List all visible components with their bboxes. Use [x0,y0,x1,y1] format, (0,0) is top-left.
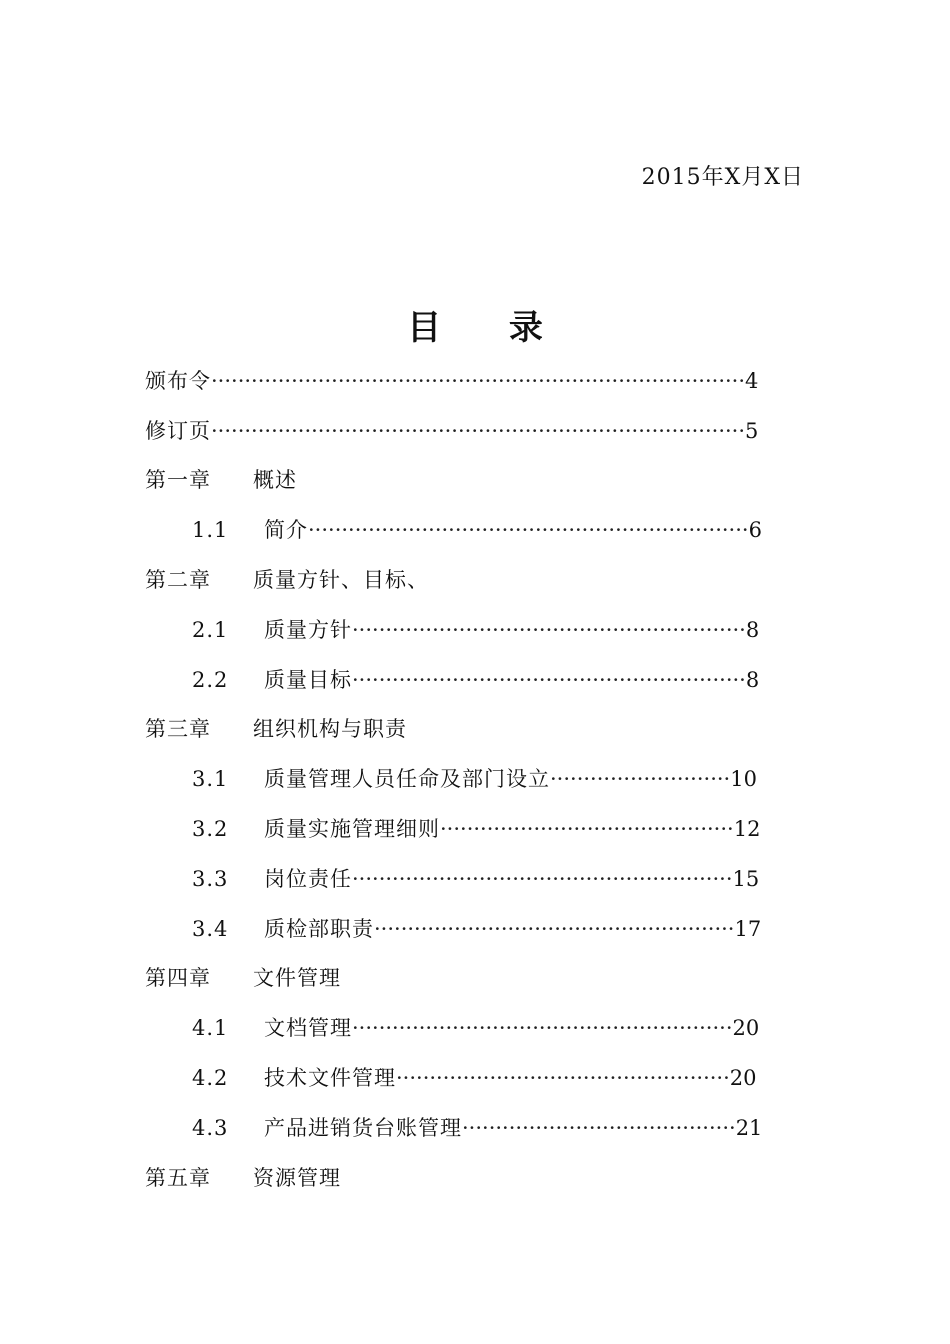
toc-page-number: 5 [745,418,759,443]
toc-section-number: 3.2 [192,817,229,842]
toc-chapter[interactable] [145,555,765,605]
toc-section-number: 3.4 [192,916,229,941]
toc-section[interactable] [145,1103,765,1153]
toc-title: 目 录 [407,308,571,348]
toc-section[interactable] [145,904,765,954]
toc-section[interactable] [145,505,765,555]
toc-page-number: 20 [732,1016,760,1041]
toc-leader-dots: ··························································· [352,617,746,642]
toc-leader-dots: ························································· [352,866,733,891]
toc-chapter-number: 第五章 [145,1165,211,1190]
toc-entry-label: 修订页 [145,418,211,443]
toc-section[interactable] [145,754,765,804]
toc-section-title: 质量方针 [264,617,352,642]
toc-leader-dots: ························································· [352,1016,733,1041]
toc-chapter-number: 第一章 [145,468,211,493]
toc-section-number: 2.2 [192,667,229,692]
toc-page-number: 8 [745,617,760,642]
toc-chapter[interactable] [145,456,765,506]
toc-section[interactable] [145,605,765,655]
toc-entry-label: 颁布令 [145,368,211,393]
toc-page-number: 10 [730,767,757,792]
toc-leader-dots: ················································································ [211,368,746,393]
document-date: 2015年X月X日 [641,165,804,190]
toc-section-title: 技术文件管理 [264,1066,396,1091]
toc-section-number: 4.2 [192,1066,229,1091]
toc-section[interactable] [145,1053,765,1103]
toc-leader-dots: ········································· [462,1115,736,1140]
toc-section[interactable] [145,854,765,904]
toc-section-number: 3.1 [192,767,229,792]
toc-page-number: 17 [734,916,762,941]
toc-section[interactable] [145,1003,765,1053]
toc-section-title: 产品进销货台账管理 [264,1115,462,1140]
toc-chapter-number: 第二章 [145,568,211,593]
toc-section-title: 质量实施管理细则 [264,817,440,842]
toc-chapter-title: 组织机构与职责 [253,717,407,742]
toc-chapter-number: 第四章 [145,966,211,991]
toc-leader-dots: ·································································· [308,518,749,543]
toc-leader-dots: ··························································· [352,667,746,692]
toc-section-title: 质检部职责 [264,916,374,941]
toc-leader-dots: ··························· [550,767,731,792]
toc-section-title: 文档管理 [264,1016,352,1041]
toc-entry[interactable] [145,406,765,456]
toc-section-number: 2.1 [192,617,229,642]
toc-page-number: 15 [732,866,760,891]
toc-chapter[interactable] [145,705,765,755]
table-of-contents [145,356,765,1203]
toc-section-number: 4.1 [192,1016,229,1041]
toc-page-number: 12 [733,817,761,842]
toc-leader-dots: ················································································ [211,418,746,443]
toc-page-number: 4 [745,368,759,393]
toc-section-number: 1.1 [192,518,229,543]
toc-chapter-title: 文件管理 [253,966,341,991]
toc-page-number: 6 [748,518,762,543]
toc-chapter-number: 第三章 [145,717,211,742]
toc-chapter-title: 质量方针、目标、 [253,568,429,593]
toc-chapter[interactable] [145,954,765,1004]
toc-section-number: 4.3 [192,1115,229,1140]
toc-chapter-title: 资源管理 [253,1165,341,1190]
toc-section-title: 质量管理人员任命及部门设立 [264,767,550,792]
toc-leader-dots: ······················································ [374,916,735,941]
toc-section[interactable] [145,804,765,854]
toc-section-number: 3.3 [192,866,229,891]
toc-page-number: 8 [745,667,760,692]
toc-chapter-title: 概述 [253,468,297,493]
toc-section-title: 简介 [264,518,308,543]
toc-section-title: 岗位责任 [264,866,352,891]
toc-entry[interactable] [145,356,765,406]
toc-leader-dots: ············································ [440,817,734,842]
toc-page-number: 20 [729,1066,757,1091]
toc-chapter[interactable] [145,1153,765,1203]
toc-page-number: 21 [735,1115,763,1140]
toc-section-title: 质量目标 [264,667,352,692]
toc-leader-dots: ·················································· [396,1066,730,1091]
toc-section[interactable] [145,655,765,705]
